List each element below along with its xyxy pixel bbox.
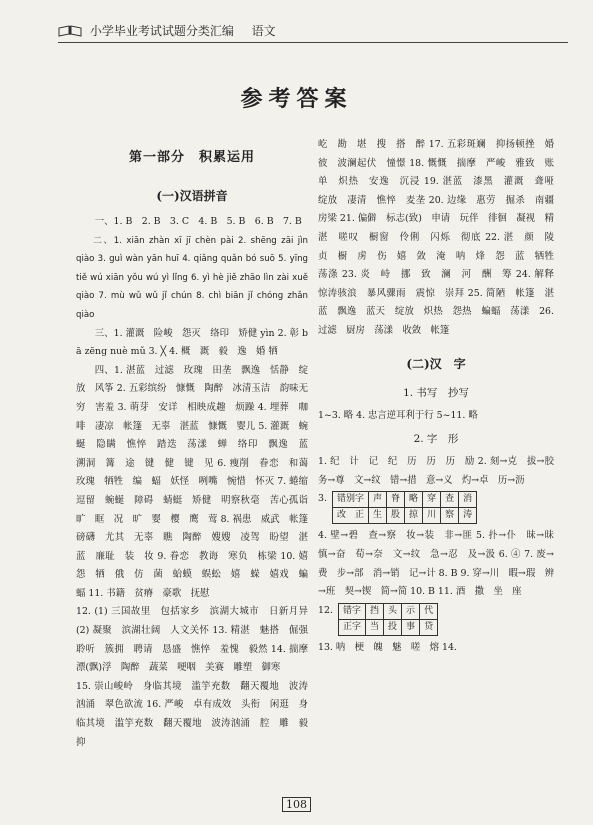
table-cell: 消: [459, 492, 477, 508]
answer-paragraph: 1. 纪 计 记 纪 历 历 历 励 2. 刻→克 拔→胶 务→尊 文→纹 错→措 意→义 灼→卓 历→沥: [318, 456, 564, 486]
table-cell: 头: [384, 603, 402, 619]
table-cell: 示: [402, 603, 420, 619]
table-cell: 代: [420, 603, 438, 619]
answer-paragraph: 二、1. xiān zhàn xī jī chèn pài 2. shēng zāi jìn qiào 3. guì wàn yān huī 4. qiǎng quǎn bó suō 5. yīng tiě wú xiān yǒu wú yì lǐng 6. yì hè jiě zhāo lìn zài xuě qiào 7. mù wǔ wǔ jǐ chún 8. chì biān jǐ chóng zhǎn qiào: [76, 235, 308, 320]
table-cell: 穿: [423, 492, 441, 508]
table-cell: 正字: [339, 619, 366, 635]
answer-paragraph: 1~3. 略 4. 忠言逆耳利于行 5~11. 略: [318, 409, 478, 421]
table-cell: 查: [441, 492, 459, 508]
question-number: 3.: [318, 493, 327, 505]
table-cell: 挡: [366, 603, 384, 619]
subsection-title-write: 1. 书写 抄写: [403, 386, 469, 399]
table-cell: 改 正: [333, 508, 369, 524]
table-cell: 川: [423, 508, 441, 524]
right-column: [318, 136, 564, 657]
table-cell: 脊: [387, 492, 405, 508]
table-cell: 涛: [459, 508, 477, 524]
section-title-hanzi: (二)汉 字: [406, 356, 466, 371]
question-number: 12.: [318, 604, 333, 616]
answer-paragraph: 三、1. 灌溉 险峻 怨灭 络印 矫健 yìn 2. 彰 bā zēng nuè mǔ 3. ╳ 4. 概 溉 毅 逸 婚 牺: [76, 327, 308, 358]
table-cell: 错别字: [333, 492, 369, 508]
page-number: 108: [0, 798, 593, 811]
correction-table-block: [318, 602, 554, 639]
table-row: [333, 492, 477, 508]
series-title: 小学毕业考试试题分类汇编: [89, 24, 234, 38]
table-cell: 投: [384, 619, 402, 635]
table-row: [339, 619, 438, 635]
page-title: 参考答案: [240, 86, 353, 112]
correction-table: [332, 491, 477, 524]
running-header: [58, 22, 568, 44]
answer-paragraph: 15. 崇山峻岭 身临其境 滥竽充数 翻天覆地 波涛汹涌 翠色欲流 16. 严峻 卓有成效 头衔 闲逛 身临其境 滥竽充数 翻天覆地 波涛汹涌 腔 雕 毅 抑: [76, 680, 318, 748]
section-title-pinyin: (一)汉语拼音: [156, 189, 228, 203]
answer-paragraph: 一、1. B 2. B 3. C 4. B 5. B 6. B 7. B: [94, 216, 302, 227]
book-logo-icon: [58, 24, 82, 38]
correction-table-block: [318, 490, 554, 527]
table-cell: 察: [441, 508, 459, 524]
answer-paragraph: 四、1. 湛蓝 过滤 玫瑰 田垄 飘逸 恬静 绽放 风筝 2. 五彩缤纷 慷慨 陶醉 冰清玉洁 韵味无穷 害羞 3. 萌芽 安详 相映成趣 烦躁 4. 埋葬 咖啡 凄凉 帐篷 无辜 湛蓝 慷慨 婴儿 5. 灌溉 蜿蜒 隐瞒 憔悴 踏迭 荡漾 蝉 络印 飘逸 蓝 溯洞 篝 途 键 健 键 见 6. 瘦削 眷恋 和蔼 玫瑰 牺牲 编 蝠 妖怪 咧嘴 惋惜 怀灭 7. 蜷缩 逗留 蜿蜒 障碍 蜻蜓 矫健 明察秋毫 苦心孤诣 旷 眶 况 旷 婴 樱 鹰 莺 8. 祸患 威武 帐篷 磅礴 尤其 无辜 瞧 陶醉 嫂嫂 凌驾 盼望 湛蓝 廉耻 装 妆 9. 眷恋 教诲 寒负 栋梁 10. 嬉 怨 牺 俄 仿 菌 蛤蟆 蜈蚣 嬉 蝾 嬉戏 蝙蝠 11. 书籍 贫瘠 豪歌 抚慰: [76, 364, 318, 599]
table-cell: 错字: [339, 603, 366, 619]
header-rule: [58, 42, 568, 43]
subject-label: 语文: [251, 24, 276, 38]
table-cell: 生: [369, 508, 387, 524]
table-cell: 声: [369, 492, 387, 508]
table-cell: 略: [405, 492, 423, 508]
answer-paragraph: 12. (1) 三国故里 包括家乡 滨湖大城市 日新月异 (2) 凝聚 滨湖壮阔 人文关怀 13. 精湛 魅搭 倔强 聆听 簇拥 聘请 恳盛 憔悴 羞愧 毅然 14. 揣摩 漂(飘)浮 陶醉 蔬菜 哽咽 美赛 雕塑 御寒: [76, 606, 318, 674]
table-row: [333, 508, 477, 524]
correction-table: [338, 603, 438, 636]
table-cell: 掠: [405, 508, 423, 524]
subsection-title-shape: 2. 字 形: [413, 433, 459, 446]
answer-paragraph: 13. 呐 梗 魄 魅 嗟 熔 14.: [318, 641, 457, 653]
table-cell: 股: [387, 508, 405, 524]
table-cell: 事: [402, 619, 420, 635]
table-row: [339, 603, 438, 619]
table-cell: 贷: [420, 619, 438, 635]
part-title: 第一部分 积累运用: [128, 150, 255, 165]
table-cell: 当: [366, 619, 384, 635]
left-column: [76, 145, 318, 752]
answer-paragraph: 4. 壁→碧 查→察 妆→装 非→匪 5. 扑→仆 昧→昧 慎→奋 荀→奈 文→纹 急→忍 及→汲 6. ④ 7. 废→费 步→部 消→销 记→计 8. B 9. 穿→川 暇→瑕 辨→班 契→锲 简→简 10. B 11. 酒 撒 坐 座: [318, 530, 564, 598]
answer-paragraph: 屹 勘 堪 搜 搭 醉 17. 五彩斑斓 抑扬顿挫 婚彼 波澜起伏 憧憬 18. 慨慨 揣摩 严峻 雅致 账 单 炽热 安逸 沉浸 19. 湛蓝 漆黑 灌溉 聋哑 绽放 凄清 憔悴 麦垄 20. 边缘 惠劳 掘杀 南疆 房梁 21. 偏僻 标志(致) 申请 玩伴 徘徊 凝视 精湛 嗟叹 橱窗 伶俐 闪烁 彻底 22. 湛 颜 陵 贞 橱 虏 伤 嬉 敛 淹 呐 烽 怨 蓝 牺牲 荡涤 23. 炎 峙 挪 致 澜 河 酬 筹 24. 解释 惊涛骇浪 暴风骤雨 震惊 崇拜 25. 简陋 帐篷 湛蓝 飘逸 蓝天 绽放 炽热 怨热 蝙蝠 荡漾 26. 过滤 厨房 荡漾 收敛 帐篷: [318, 139, 564, 336]
